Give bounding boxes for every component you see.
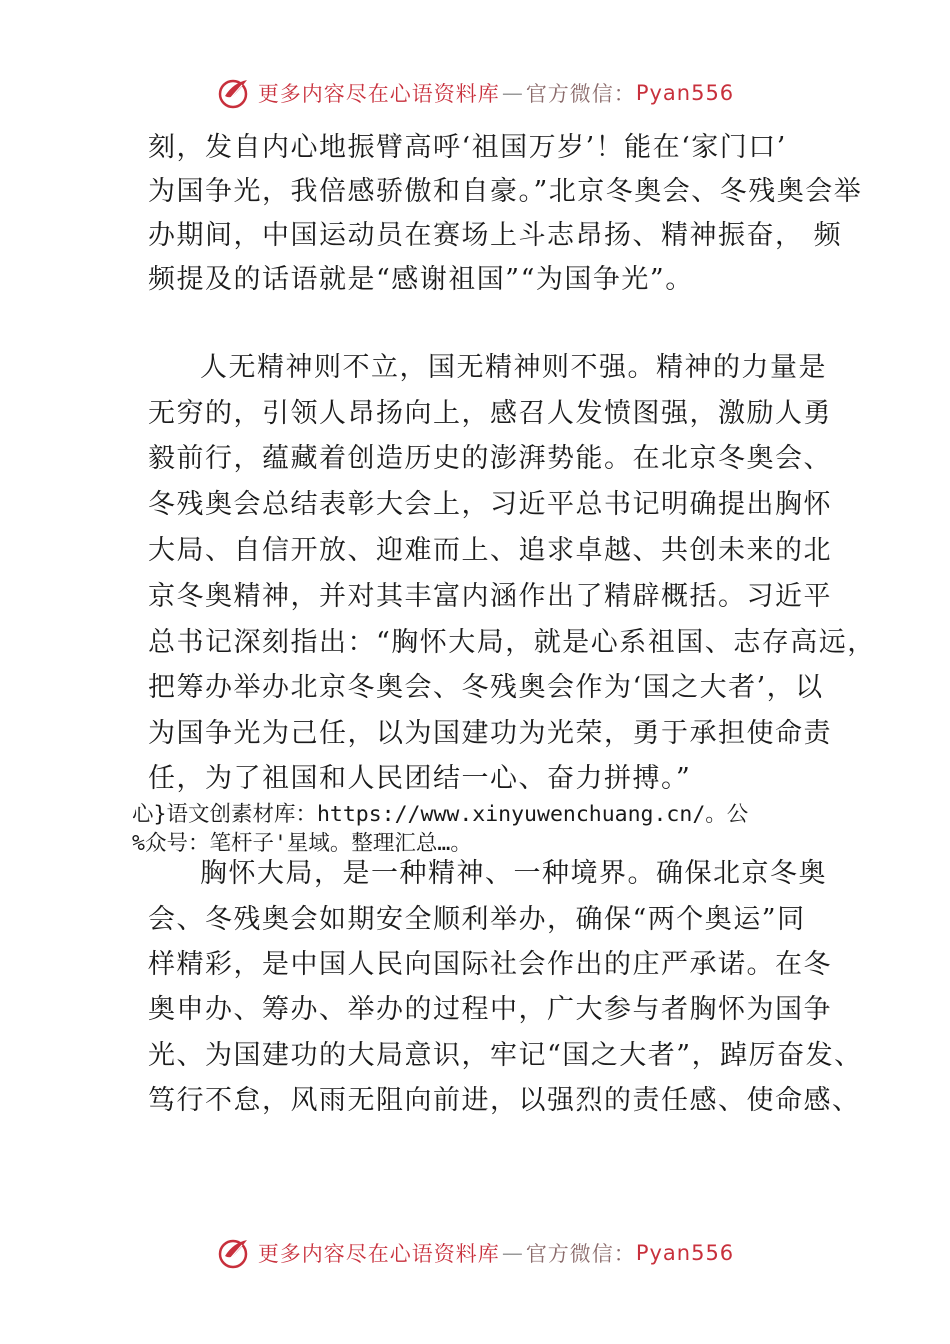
text-line: 胸怀大局，是一种精神、一种境界。确保北京冬奥: [200, 858, 827, 889]
source-note-line: %众号：笔杆子'星域。整理汇总…。: [132, 831, 472, 856]
footer-separator: —: [501, 1241, 524, 1265]
text-line: 光、为国建功的大局意识，牢记“国之大者”，踔厉奋发、: [148, 1040, 863, 1071]
quill-heart-logo-icon: [216, 75, 252, 111]
text-line: 为国争光为己任，以为国建功为光荣，勇于承担使命责: [148, 718, 832, 749]
source-note-line: 心}语文创素材库：https://www.xinyuwenchuang.cn/。公: [132, 802, 749, 827]
text-line: 为国争光，我倍感骄傲和自豪。”北京冬奥会、冬残奥会举: [148, 176, 863, 207]
footer-banner: [0, 1233, 950, 1273]
text-line: 频提及的话语就是“感谢祖国”“为国争光”。: [148, 264, 694, 295]
text-line: 把筹办举办北京冬奥会、冬残奥会作为‘国之大者’，以: [148, 672, 824, 703]
text-line: 总书记深刻指出：“胸怀大局，就是心系祖国、志存高远，: [148, 627, 876, 658]
text-line: 任，为了祖国和人民团结一心、奋力拼搏。”: [148, 763, 692, 794]
text-line: 无穷的，引领人昂扬向上，感召人发愤图强，激励人勇: [148, 398, 832, 429]
footer-wechat-account: Pyan556: [635, 1241, 735, 1265]
footer-brand-text: 更多内容尽在心语资料库: [257, 1242, 500, 1266]
text-line: 会、冬残奥会如期安全顺利举办，确保“两个奥运”同: [148, 904, 806, 935]
header-separator: —: [501, 81, 524, 105]
text-line: 京冬奥精神，并对其丰富内涵作出了精辟概括。习近平: [148, 581, 832, 612]
footer-wechat-label: 官方微信：: [525, 1242, 636, 1266]
text-line: 奥申办、筹办、举办的过程中，广大参与者胸怀为国争: [148, 994, 832, 1025]
quill-heart-logo-icon: [216, 1235, 252, 1271]
text-line: 样精彩，是中国人民向国际社会作出的庄严承诺。在冬: [148, 949, 832, 980]
header-brand-text: 更多内容尽在心语资料库: [257, 82, 500, 106]
text-line: 毅前行，蕴藏着创造历史的澎湃势能。在北京冬奥会、: [148, 443, 832, 474]
text-line: 刻，发自内心地振臂高呼‘祖国万岁’！能在‘家门口’: [148, 132, 787, 163]
header-banner: [0, 73, 950, 113]
text-line: 冬残奥会总结表彰大会上，习近平总书记明确提出胸怀: [148, 489, 832, 520]
text-line: 人无精神则不立，国无精神则不强。精神的力量是: [200, 352, 827, 383]
header-wechat-account: Pyan556: [635, 81, 735, 105]
header-wechat-label: 官方微信：: [525, 82, 636, 106]
text-line: 办期间，中国运动员在赛场上斗志昂扬、精神振奋， 频: [148, 220, 843, 251]
text-line: 笃行不怠，风雨无阻向前进，以强烈的责任感、使命感、: [148, 1085, 861, 1116]
text-line: 大局、自信开放、迎难而上、追求卓越、共创未来的北: [148, 535, 832, 566]
